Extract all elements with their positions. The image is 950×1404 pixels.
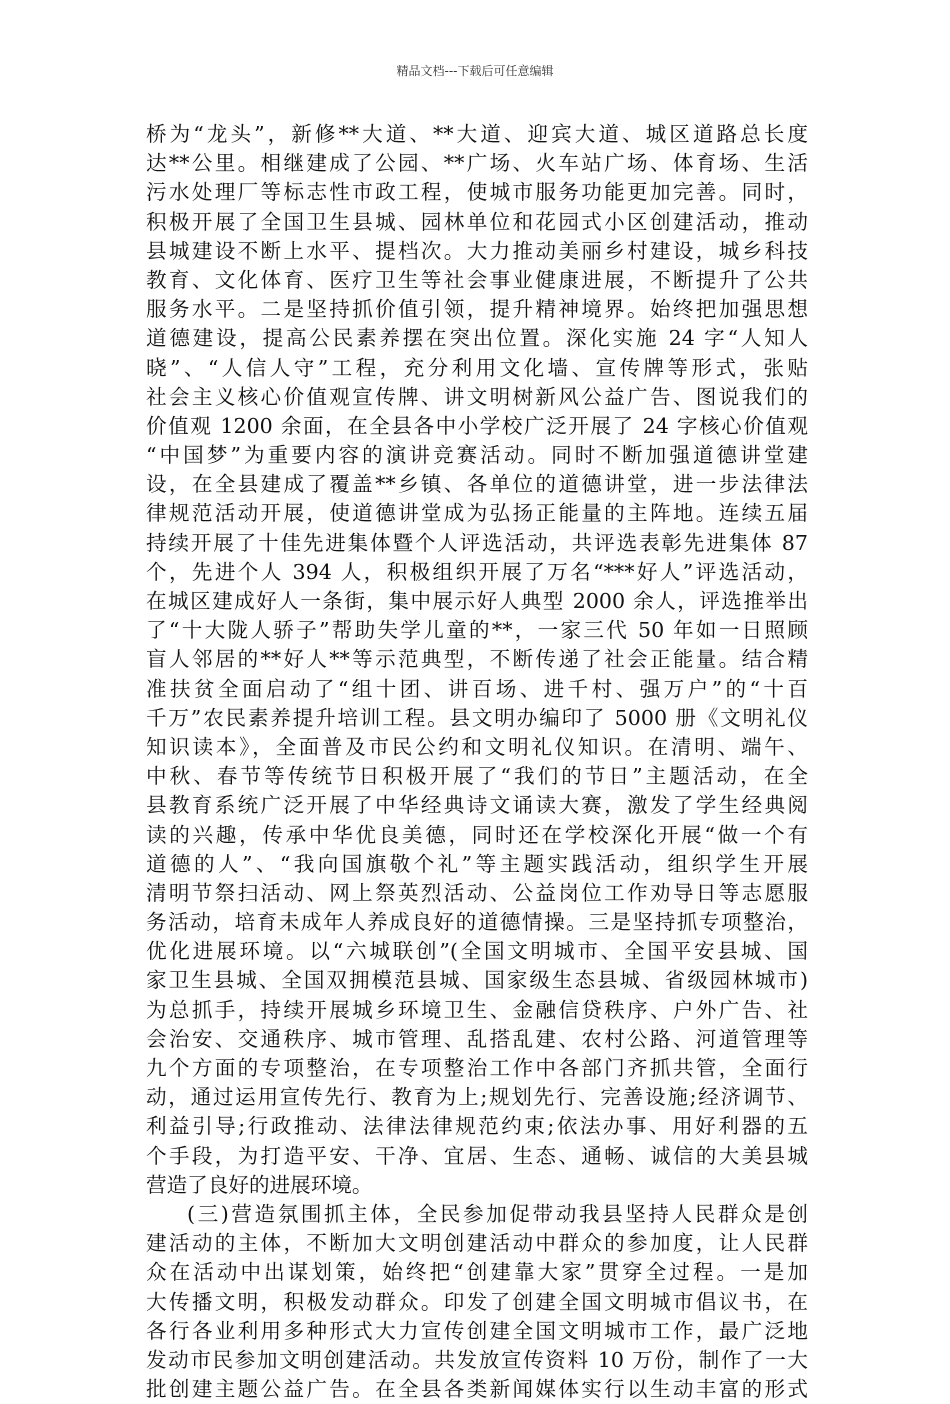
text-line-2: 达**公里。相继建成了公园、**广场、火车站广场、体育场、生活 bbox=[146, 151, 808, 176]
text-line-1: 桥为“龙头”，新修**大道、**大道、迎宾大道、城区道路总长度 bbox=[146, 122, 808, 146]
text-line-34: 动，通过运用宣传先行、教育为上;规划先行、完善设施;经济调节、 bbox=[146, 1085, 808, 1110]
text-line-15: 持续开展了十佳先进集体暨个人评选活动，共评选表彰先进集体 87 bbox=[146, 530, 808, 555]
text-line-16: 个，先进个人 394 人，积极组织开展了万名“***好人”评选活动， bbox=[146, 559, 808, 584]
text-line-39: 建活动的主体，不断加大文明创建活动中群众的参加度，让人民群 bbox=[146, 1231, 808, 1256]
text-line-3: 污水处理厂等标志性市政工程，使城市服务功能更加完善。同时， bbox=[146, 180, 808, 205]
text-line-33: 九个方面的专项整治，在专项整治工作中各部门齐抓共管，全面行 bbox=[146, 1056, 808, 1080]
text-line-28: 务活动，培育未成年人养成良好的道德情操。三是坚持抓专项整治， bbox=[146, 910, 808, 935]
text-line-10: 社会主义核心价值观宣传牌、讲文明树新风公益广告、图说我们的 bbox=[146, 384, 808, 409]
text-line-44: 批创建主题公益广告。在全县各类新闻媒体实行以生动丰富的形式 bbox=[146, 1377, 808, 1402]
text-line-21: 千万”农民素养提升培训工程。县文明办编印了 5000 册《文明礼仪 bbox=[146, 705, 808, 730]
text-line-18: 了“十大陇人骄子”帮助失学儿童的**，一家三代 50 年如一日照顾 bbox=[146, 618, 808, 643]
text-line-12: “中国梦”为重要内容的演讲竞赛活动。同时不断加强道德讲堂建 bbox=[146, 443, 808, 468]
text-line-5: 县城建设不断上水平、提档次。大力推动美丽乡村建设，城乡科技 bbox=[146, 238, 808, 263]
text-line-29: 优化进展环境。以“六城联创”(全国文明城市、全国平安县城、国 bbox=[146, 939, 808, 964]
text-line-23: 中秋、春节等传统节日积极开展了“我们的节日”主题活动，在全 bbox=[146, 764, 808, 789]
text-line-31: 为总抓手，持续开展城乡环境卫生、金融信贷秩序、户外广告、社 bbox=[146, 997, 808, 1022]
text-line-25: 读的兴趣，传承中华优良美德，同时还在学校深化开展“做一个有 bbox=[146, 822, 808, 847]
text-line-17: 在城区建成好人一条街，集中展示好人典型 2000 余人，评选推举出 bbox=[146, 589, 808, 613]
text-line-14: 律规范活动开展，使道德讲堂成为弘扬正能量的主阵地。连续五届 bbox=[146, 501, 808, 526]
text-line-19: 盲人邻居的**好人**等示范典型，不断传递了社会正能量。结合精 bbox=[146, 647, 808, 672]
text-line-43: 发动市民参加文明创建活动。共发放宣传资料 10 万份，制作了一大 bbox=[146, 1347, 808, 1372]
text-line-37: 营造了良好的进展环境。 bbox=[146, 1172, 373, 1197]
text-line-20: 准扶贫全面启动了“组十团、讲百场、进千村、强万户”的“十百 bbox=[146, 676, 808, 701]
text-line-7: 服务水平。二是坚持抓价值引领，提升精神境界。始终把加强思想 bbox=[146, 297, 808, 322]
section-heading-line: (三)营造氛围抓主体，全民参加促带动我县坚持人民群众是创 bbox=[187, 1201, 808, 1226]
text-line-35: 利益引导;行政推动、法律法律规范约束;依法办事、用好利器的五 bbox=[146, 1114, 808, 1139]
text-line-4: 积极开展了全国卫生县城、园林单位和花园式小区创建活动，推动 bbox=[146, 209, 808, 234]
text-line-9: 晓”、“人信人守”工程，充分利用文化墙、宣传牌等形式，张贴 bbox=[146, 355, 808, 380]
text-line-41: 大传播文明，积极发动群众。印发了创建全国文明城市倡议书，在 bbox=[146, 1289, 808, 1314]
text-line-6: 教育、文化体育、医疗卫生等社会事业健康进展，不断提升了公共 bbox=[146, 267, 808, 292]
text-line-40: 众在活动中出谋划策，始终把“创建靠大家”贯穿全过程。一是加 bbox=[146, 1260, 808, 1285]
document-body bbox=[146, 120, 808, 1404]
text-line-8: 道德建设，提高公民素养摆在突出位置。深化实施 24 字“人知人 bbox=[146, 326, 808, 351]
text-line-13: 设，在全县建成了覆盖**乡镇、各单位的道德讲堂，进一步法律法 bbox=[146, 472, 808, 497]
text-line-36: 个手段，为打造平安、干净、宜居、生态、通畅、诚信的大美县城 bbox=[146, 1143, 808, 1168]
text-line-27: 清明节祭扫活动、网上祭英烈活动、公益岗位工作劝导日等志愿服 bbox=[146, 880, 808, 905]
text-line-11: 价值观 1200 余面，在全县各中小学校广泛开展了 24 字核心价值观 bbox=[146, 413, 808, 438]
text-line-30: 家卫生县城、全国双拥模范县城、国家级生态县城、省级园林城市) bbox=[146, 968, 808, 993]
text-line-26: 道德的人”、“我向国旗敬个礼”等主题实践活动，组织学生开展 bbox=[146, 851, 808, 876]
text-line-32: 会治安、交通秩序、城市管理、乱搭乱建、农村公路、河道管理等 bbox=[146, 1026, 808, 1051]
text-line-22: 知识读本》，全面普及市民公约和文明礼仪知识。在清明、端午、 bbox=[146, 734, 808, 759]
page-header: 精品文档---下载后可任意编辑 bbox=[396, 64, 554, 78]
text-line-24: 县教育系统广泛开展了中华经典诗文诵读大赛，激发了学生经典阅 bbox=[146, 793, 808, 818]
text-line-42: 各行各业利用多种形式大力宣传创建全国文明城市工作，最广泛地 bbox=[146, 1318, 808, 1343]
